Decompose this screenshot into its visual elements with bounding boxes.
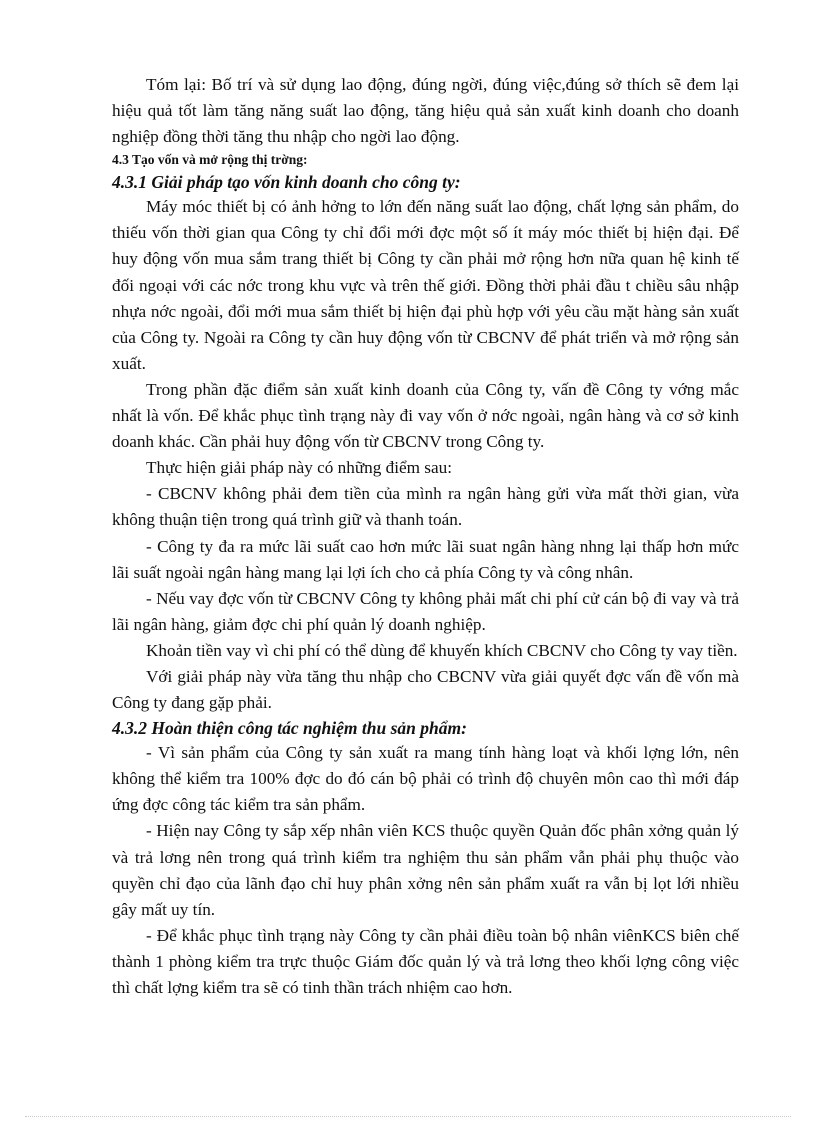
paragraph: Với giải pháp này vừa tăng thu nhập cho CBCNV vừa giải quyết đợc vấn đề vốn mà Công ty đang gặp phải. — [112, 666, 739, 713]
page-bottom-divider — [25, 1116, 791, 1117]
list-item: - Nếu vay đợc vốn từ CBCNV Công ty không phải mất chi phí cử cán bộ đi vay và trả lãi ngân hàng, giảm đợc chi phí quản lý doanh nghiệp. — [112, 588, 739, 634]
list-item: - Công ty đa ra mức lãi suất cao hơn mức lãi suat ngân hàng nhng lại thấp hơn mức lãi suất ngoài ngân hàng mang lại lợi ích cho cả phía Công ty và công nhân. — [112, 536, 739, 582]
subsection-heading-4-3-2: 4.3.2 Hoàn thiện công tác nghiệm thu sản phẩm: — [112, 718, 467, 739]
list-item: - Vì sản phẩm của Công ty sản xuất ra mang tính hàng loạt và khối lợng lớn, nên không thể kiểm tra 100% đợc do đó cán bộ phải có trình độ chuyên môn cao thì mới đáp ứng đợc công tác kiểm tra sản phẩm. — [112, 743, 739, 815]
list-item: - Để khắc phục tình trạng này Công ty cần phải điều toàn bộ nhân viênKCS biên chế thành 1 phòng kiểm tra trực thuộc Giám đốc quản lý và trả lơng theo khối lợng công việc thì chất lợng kiểm tra sẽ có tinh thần trách nhiệm cao hơn. — [112, 925, 739, 997]
list-item: - CBCNV không phải đem tiền của mình ra ngân hàng gửi vừa mất thời gian, vừa không thuận tiện trong quá trình giữ và thanh toán. — [112, 484, 739, 530]
document-page — [112, 72, 739, 1001]
paragraph: Trong phần đặc điểm sản xuất kinh doanh của Công ty, vấn đề Công ty vớng mắc nhất là vốn. Để khắc phục tình trạng này đi vay vốn ở nớc ngoài, ngân hàng và cơ sở kinh doanh khác. Cần phải huy động vốn từ CBCNV trong Công ty. — [112, 379, 739, 452]
paragraph: Máy móc thiết bị có ảnh hởng to lớn đến năng suất lao động, chất lợng sản phẩm, do thiếu vốn thời gian qua Công ty chỉ đổi mới đợc một số ít máy móc thiết bị hiện đại. Để huy động vốn mua sắm trang thiết bị Công ty cần phải mở rộng hơn nữa quan hệ kinh tế đối ngoại với các nớc trong khu vực và trên thế giới. Đồng thời phải đầu t chiều sâu nhập nhựa nớc ngoài, đổi mới mua sắm thiết bị hiện đại phù hợp với yêu cầu mặt hàng sản xuất của Công ty. Ngoài ra Công ty cần huy động vốn từ CBCNV để phát triển và mở rộng sản xuất. — [112, 197, 739, 373]
subsection-heading-4-3-1: 4.3.1 Giải pháp tạo vốn kinh doanh cho công ty: — [112, 172, 461, 193]
section-heading-4-3: 4.3 Tạo vốn và mở rộng thị trờng: — [112, 152, 308, 168]
paragraph: Thực hiện giải pháp này có những điểm sau: — [146, 458, 452, 478]
paragraph-summary: Tóm lại: Bố trí và sử dụng lao động, đúng ngời, đúng việc,đúng sở thích sẽ đem lại hiệu quả tốt làm tăng năng suất lao động, tăng hiệu quả sản xuất kinh doanh cho doanh nghiệp đồng thời tăng thu nhập cho ngời lao động. — [112, 75, 739, 147]
list-item: - Hiện nay Công ty sắp xếp nhân viên KCS thuộc quyền Quản đốc phân xởng quản lý và trả lơng nên trong quá trình kiểm tra nghiệm thu sản phẩm vẫn phải phụ thuộc vào quyền chỉ đạo của lãnh đạo chỉ huy phân xởng nên sản phẩm xuất ra vẫn bị lọt lới nhiều gây mất uy tín. — [112, 821, 739, 919]
paragraph: Khoản tiền vay vì chi phí có thể dùng để khuyến khích CBCNV cho Công ty vay tiền. — [146, 640, 738, 660]
